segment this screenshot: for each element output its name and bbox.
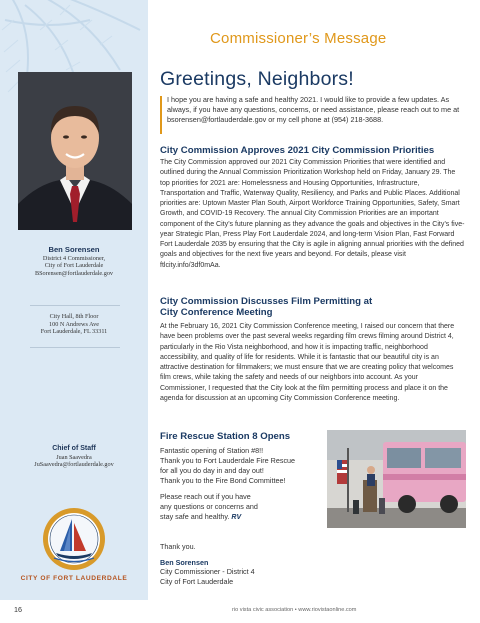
fire-line: for all you do day in and day out! (160, 465, 264, 475)
end-mark: RV (231, 513, 242, 521)
city-seal-logo (42, 507, 106, 571)
divider (30, 347, 120, 348)
thank-you-line: Thank you. (160, 542, 196, 551)
chief-of-staff-contact (8, 445, 140, 469)
page-title: Commissioner’s Message (210, 30, 387, 47)
address-line-2: 100 N Andrews Ave (49, 320, 99, 328)
section-heading-fire-station: Fire Rescue Station 8 Opens (160, 431, 291, 442)
page-number: 16 (14, 605, 22, 614)
staff-email[interactable]: JuSaavedra@fortlauderdale.gov (34, 461, 114, 469)
commissioner-contact (8, 246, 140, 277)
sidebar (0, 0, 148, 600)
commissioner-name: Ben Sorensen (48, 245, 100, 254)
fire-station-text (160, 446, 325, 486)
signature-block (160, 558, 255, 586)
footer-text: rio vista civic association • www.riovistaonline.com (232, 607, 357, 613)
signature-city: City of Fort Lauderdale (160, 576, 234, 586)
closing-line-text: stay safe and healthy. (160, 511, 230, 521)
intro-accent-bar (160, 96, 162, 134)
fire-line: Thank you to Fort Lauderdale Fire Rescue (160, 455, 296, 465)
staff-name: Juan Saavedra (56, 453, 92, 461)
divider (30, 305, 120, 306)
commissioner-title: District 4 Commissioner, (42, 254, 106, 262)
signature-name: Ben Sorensen (160, 558, 209, 567)
signature-role: City Commissioner - District 4 (160, 567, 255, 577)
fire-station-photo (327, 430, 466, 528)
section-body-priorities: The City Commission approved our 2021 City Commission Priorities that were identified and outlined during the Annual Commission Prioritization Workshop held on Friday, January 29. The top priorities for 2021 are: Homelessness and Housing Opportunities, Infrastructure, Transportation and Traffic, Waterway Quality, Resiliency, and Parks and Public Places. Additional priorities are: Uptown Master Plan South, Airport Workforce Training Opportunities, Safety, Smart Growth, and COVID-19 Recovery. The annual City Commission Priorities are an important component of the City’s future planning as they advance the goals and objectives in the City’s five-year Strategic Plan, Press Play Fort Lauderdale 2024, and long-term Vision Plan, Fast Forward Fort Lauderdale 2035 by ensuring that the City is agile in aligning annual priorities with the defined goals and objectives for the next five years and beyond. For details, please visit ftlcity.info/3df0mAa. (160, 159, 465, 269)
section-heading-priorities: City Commission Approves 2021 City Commission Priorities (160, 145, 435, 156)
intro-text: I hope you are having a safe and healthy 2021. I would like to provide a few updates. As always, if you have any questions, concerns, or need assistance, please reach out to me at bsorensen@fortlauderdale.gov or my cell phone at (954) 218-3688. (167, 95, 460, 124)
closing-text (160, 492, 325, 523)
page-footer (0, 600, 480, 623)
intro-paragraph (160, 95, 460, 125)
staff-title: Chief of Staff (52, 445, 96, 452)
commissioner-email[interactable]: BSorensen@fortlauderdale.gov (34, 269, 114, 277)
section-heading-film-line-2: City Conference Meeting (160, 307, 273, 318)
fire-line: Thank you to the Fire Bond Committee! (160, 475, 286, 485)
commissioner-portrait (18, 72, 132, 230)
section-body-film: At the February 16, 2021 City Commission Conference meeting, I raised our concern that there have been problems over the past several weeks regarding film crews filming around District 4, particularly in the Rio Vista neighborhood, and how it is impacting traffic, neighborhood accessibility, and quality of life for residents. While it is fantastic that our beautiful city is an attractive destination for filmmakers; we must ensure that we are creating policy that welcomes film crews, while taking the safety and needs of our neighbors into account. As your Commissioner, I requested that the City look at the film permitting process and place it on the agenda for discussion at an upcoming City Commission Conference meeting. (160, 323, 455, 402)
fire-line: Fantastic opening of Station #8!! (160, 446, 264, 455)
city-hall-address (8, 313, 140, 336)
greeting-heading: Greetings, Neighbors! (160, 68, 354, 90)
commissioner-city: City of Fort Lauderdale (44, 262, 104, 270)
closing-line: any questions or concerns and (160, 501, 258, 511)
address-line-1: City Hall, 8th Floor (49, 313, 99, 320)
closing-line (160, 512, 325, 523)
closing-line: Please reach out if you have (160, 492, 251, 501)
city-label: CITY OF FORT LAUDERDALE (20, 575, 128, 582)
address-line-3: Fort Lauderdale, FL 33311 (40, 328, 108, 336)
section-heading-film-line-1: City Commission Discusses Film Permitting at (160, 296, 373, 307)
